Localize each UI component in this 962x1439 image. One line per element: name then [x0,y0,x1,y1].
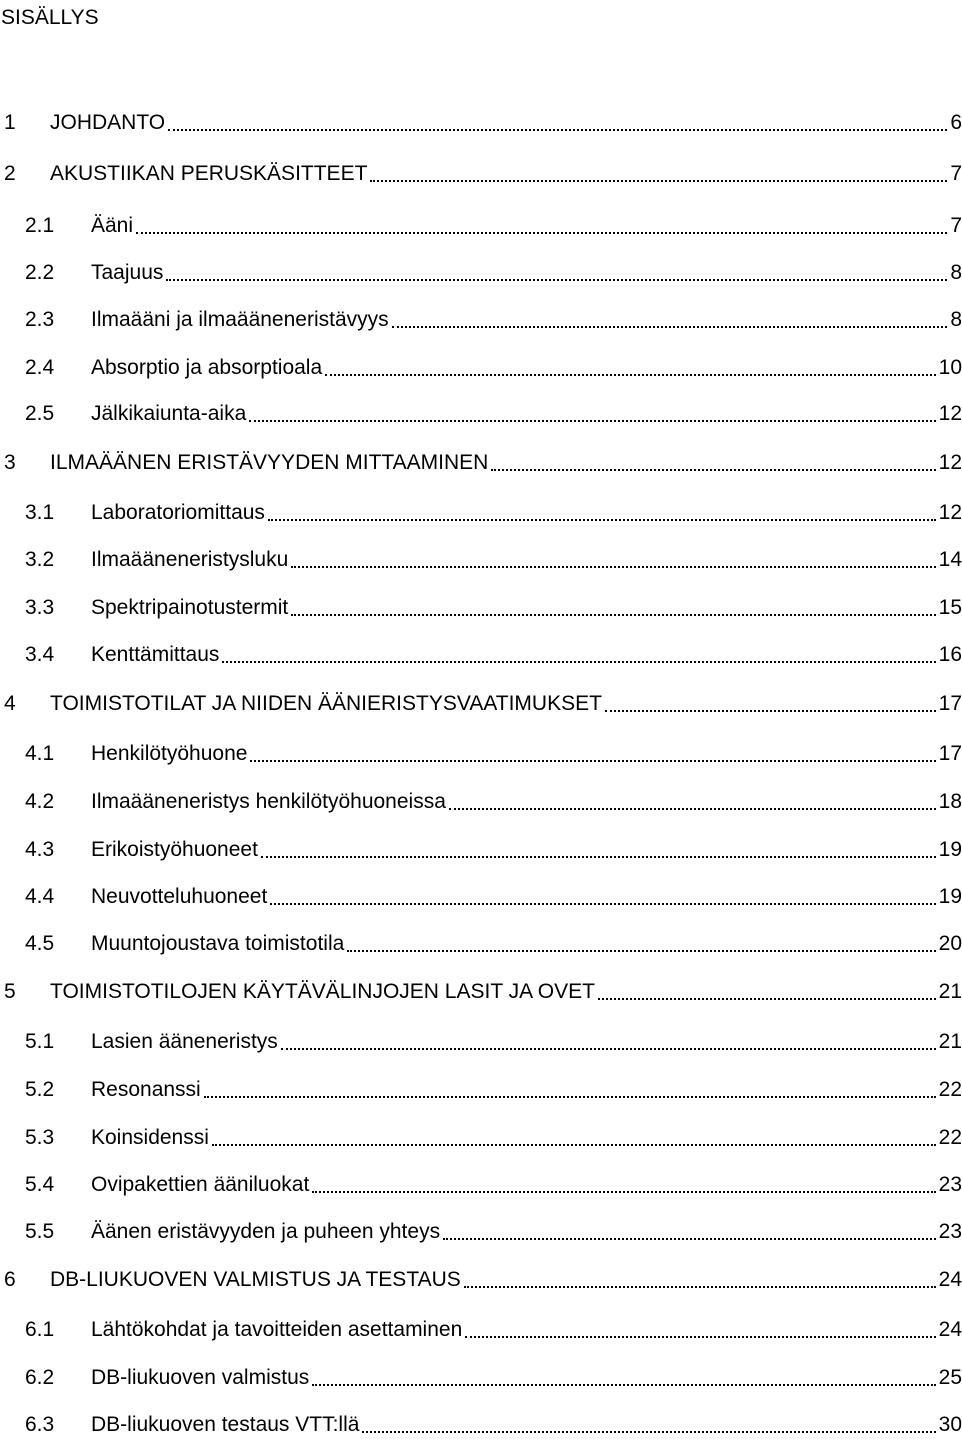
toc-dot-leader [598,998,936,1000]
toc-entry-title: Taajuus [91,261,164,284]
toc-entry[interactable] [0,594,962,622]
toc-entry-number: 1 [4,111,16,134]
toc-entry-number: 5.3 [25,1126,55,1149]
toc-dot-leader [312,1384,935,1386]
toc-entry-number: 5.2 [25,1078,55,1101]
toc-entry-label [50,449,962,477]
toc-entry-title: Erikoistyöhuoneet [91,838,258,861]
toc-dot-leader [222,661,935,663]
toc-entry-label [50,690,962,718]
toc-entry[interactable] [0,740,962,768]
toc-entry-title: ILMAÄÄNEN ERISTÄVYYDEN MITTAAMINEN [50,451,489,474]
toc-entry-label [91,546,962,574]
toc-entry-number: 3.3 [25,596,55,619]
toc-entry-title: Kenttämittaus [91,643,220,666]
toc-entry[interactable] [0,1266,962,1294]
toc-dot-leader [362,1431,935,1433]
toc-entry[interactable] [0,1028,962,1056]
toc-entry-number: 4.4 [25,885,55,908]
toc-entry-label [50,1266,962,1294]
toc-entry-page-number: 21 [938,1030,962,1053]
toc-entry-page-number: 24 [938,1318,962,1341]
toc-dot-leader [291,566,935,568]
toc-entry-number: 4.2 [25,790,55,813]
toc-dot-leader [392,326,948,328]
toc-entry-page-number: 10 [938,356,962,379]
toc-entry-label [91,788,962,816]
toc-dot-leader [443,1238,936,1240]
toc-entry-title: Resonanssi [91,1078,201,1101]
toc-dot-leader [204,1096,936,1098]
toc-entry-title: Laboratoriomittaus [91,501,265,524]
toc-entry-page-number: 19 [938,885,962,908]
toc-entry[interactable] [0,212,962,240]
toc-entry-title: JOHDANTO [50,111,166,134]
toc-entry-title: Neuvotteluhuoneet [91,885,268,908]
toc-entry-label [91,499,962,527]
toc-dot-leader [491,469,935,471]
toc-entry-title: TOIMISTOTILAT JA NIIDEN ÄÄNIERISTYSVAATIMUKSET [50,692,602,715]
toc-entry-page-number: 24 [938,1268,962,1291]
toc-dot-leader [465,1336,935,1338]
toc-entry-number: 3.2 [25,548,55,571]
toc-entry-page-number: 30 [938,1413,962,1436]
toc-entry-page-number: 25 [938,1366,962,1389]
toc-dot-leader [464,1286,936,1288]
toc-dot-leader [312,1191,935,1193]
toc-entry-title: Koinsidenssi [91,1126,209,1149]
toc-dot-leader [250,760,935,762]
toc-entry-number: 2.3 [25,308,55,331]
toc-entry-title: Ilmaääneneristysluku [91,548,289,571]
toc-entry-number: 2 [4,162,16,185]
toc-entry-number: 3.1 [25,501,55,524]
toc-entry-page-number: 23 [938,1220,962,1243]
toc-entry-number: 6 [4,1268,16,1291]
toc-entry[interactable] [0,930,962,958]
toc-entry-number: 6.3 [25,1413,55,1436]
toc-entry-title: Absorptio ja absorptioala [91,356,323,379]
toc-dot-leader [268,519,936,521]
toc-entry[interactable] [0,641,962,669]
toc-entry-page-number: 8 [950,308,962,331]
toc-entry-title: DB-liukuoven valmistus [91,1366,310,1389]
toc-entry-title: DB-liukuoven testaus VTT:llä [91,1413,360,1436]
toc-entry-page-number: 8 [950,261,962,284]
toc-entry-label [91,930,962,958]
toc-entry-label [91,1171,962,1199]
toc-dot-leader [270,903,935,905]
toc-entry-page-number: 6 [950,111,962,134]
toc-dot-leader [261,856,936,858]
toc-entry-title: Henkilötyöhuone [91,742,248,765]
toc-entry-title: Spektripainotustermit [91,596,289,619]
toc-entry-title: Ovipakettien ääniluokat [91,1173,310,1196]
toc-entry-label [91,1411,962,1439]
toc-entry[interactable] [0,1076,962,1104]
toc-dot-leader [325,374,935,376]
toc-entry-page-number: 17 [938,692,962,715]
toc-entry-title: Jälkikaiunta-aika [91,402,247,425]
toc-entry-title: Ilmaääni ja ilmaääneneristävyys [91,308,389,331]
toc-entry[interactable] [0,259,962,287]
toc-dot-leader [291,614,935,616]
toc-entry-number: 2.1 [25,214,55,237]
toc-entry-label [91,836,962,864]
toc-entry-label [91,400,962,428]
toc-entry-label [91,594,962,622]
toc-entry-title: Äänen eristävyyden ja puheen yhteys [91,1220,441,1243]
toc-entry-page-number: 7 [950,214,962,237]
toc-dot-leader [449,808,936,810]
toc-entry[interactable] [0,883,962,911]
toc-entry-number: 4.1 [25,742,55,765]
toc-entry[interactable] [0,1411,962,1439]
toc-entry-number: 2.4 [25,356,55,379]
toc-entry-label [91,354,962,382]
toc-entry-title: Lasien ääneneristys [91,1030,278,1053]
toc-entry-label [91,1316,962,1344]
toc-entry[interactable] [0,499,962,527]
toc-entry-label [91,1218,962,1246]
toc-entry-page-number: 18 [938,790,962,813]
toc-entry-label [91,1124,962,1152]
toc-entry-title: Muuntojoustava toimistotila [91,932,345,955]
page-title: SISÄLLYS [1,6,99,29]
toc-entry-label [50,160,962,188]
toc-entry-number: 2.5 [25,402,55,425]
toc-entry-number: 2.2 [25,261,55,284]
toc-entry-number: 5 [4,980,16,1003]
toc-dot-leader [136,232,947,234]
toc-entry-page-number: 19 [938,838,962,861]
toc-dot-leader [168,129,947,131]
toc-entry-number: 5.5 [25,1220,55,1243]
toc-dot-leader [212,1144,936,1146]
toc-entry[interactable] [0,354,962,382]
toc-dot-leader [605,710,936,712]
toc-entry-page-number: 23 [938,1173,962,1196]
toc-entry-number: 6.1 [25,1318,55,1341]
toc-entry[interactable] [0,836,962,864]
toc-entry-title: Ääni [91,214,134,237]
toc-entry-page-number: 15 [938,596,962,619]
toc-entry-label [50,109,962,137]
toc-entry-title: DB-LIUKUOVEN VALMISTUS JA TESTAUS [50,1268,461,1291]
toc-entry[interactable] [0,1218,962,1246]
toc-entry-title: AKUSTIIKAN PERUSKÄSITTEET [50,162,368,185]
toc-entry-page-number: 12 [938,501,962,524]
toc-entry-label [91,259,962,287]
toc-entry-label [91,641,962,669]
toc-entry-title: Ilmaääneneristys henkilötyöhuoneissa [91,790,446,813]
toc-entry-number: 4.5 [25,932,55,955]
toc-entry-number: 4.3 [25,838,55,861]
toc-entry[interactable] [0,1316,962,1344]
toc-entry-page-number: 16 [938,643,962,666]
toc-entry-number: 3 [4,451,16,474]
toc-entry-label [91,883,962,911]
toc-entry-label [91,1364,962,1392]
toc-entry-title: Lähtökohdat ja tavoitteiden asettaminen [91,1318,463,1341]
toc-entry-title: TOIMISTOTILOJEN KÄYTÄVÄLINJOJEN LASIT JA OVET [50,980,595,1003]
toc-dot-leader [347,950,935,952]
toc-dot-leader [249,420,935,422]
toc-entry-number: 5.1 [25,1030,55,1053]
toc-entry[interactable] [0,400,962,428]
toc-entry[interactable] [0,978,962,1006]
toc-entry[interactable] [0,546,962,574]
toc-entry[interactable] [0,1364,962,1392]
toc-entry[interactable] [0,306,962,334]
toc-entry[interactable] [0,109,962,137]
toc-entry-page-number: 22 [938,1126,962,1149]
toc-dot-leader [370,180,947,182]
toc-entry-page-number: 7 [950,162,962,185]
toc-entry-number: 6.2 [25,1366,55,1389]
toc-entry-page-number: 22 [938,1078,962,1101]
toc-entry[interactable] [0,690,962,718]
toc-entry-page-number: 14 [938,548,962,571]
toc-entry-label [91,306,962,334]
toc-entry-page-number: 12 [938,451,962,474]
toc-dot-leader [281,1048,936,1050]
toc-entry-label [91,740,962,768]
toc-entry-page-number: 20 [938,932,962,955]
toc-entry-page-number: 21 [938,980,962,1003]
toc-entry-number: 4 [4,692,16,715]
toc-entry-page-number: 12 [938,402,962,425]
toc-entry-label [91,1028,962,1056]
toc-entry-page-number: 17 [938,742,962,765]
toc-entry-label [91,212,962,240]
toc-entry[interactable] [0,449,962,477]
toc-entry[interactable] [0,1171,962,1199]
toc-entry-label [91,1076,962,1104]
toc-entry[interactable] [0,1124,962,1152]
toc-entry[interactable] [0,160,962,188]
toc-entry-number: 3.4 [25,643,55,666]
toc-dot-leader [166,279,947,281]
toc-entry-number: 5.4 [25,1173,55,1196]
toc-entry-label [50,978,962,1006]
toc-entry[interactable] [0,788,962,816]
